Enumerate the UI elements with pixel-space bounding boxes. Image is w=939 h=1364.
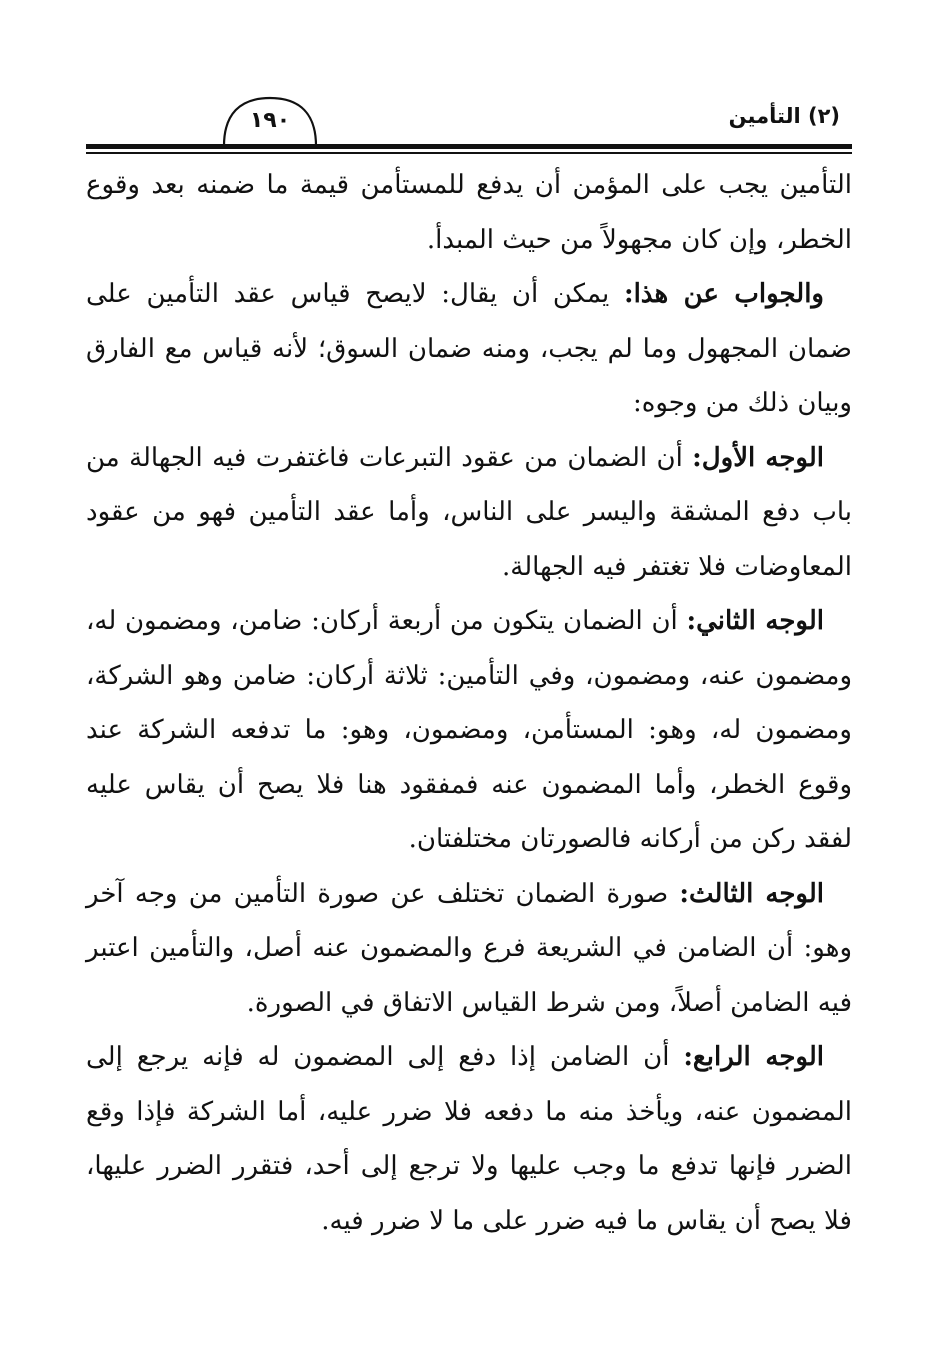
header-rule-thick <box>86 144 852 149</box>
body-text <box>86 158 852 1248</box>
paragraph-2 <box>86 267 852 431</box>
paragraph-1 <box>86 158 852 267</box>
paragraph-6 <box>86 1030 852 1248</box>
paragraph-6-text: أن الضامن إذا دفع إلى المضمون له فإنه يرجع إلى المضمون عنه، ويأخذ منه ما دفعه فلا ضرر عليه، أما الشركة فإذا وقع الضرر فإنها تدفع ما وجب عليها ولا ترجع إلى أحد، فتقرر الضرر عليها، فلا يصح أن يقاس ما فيه ضرر على ما لا ضرر فيه. <box>86 1042 852 1236</box>
running-title: (٢) التأمين <box>728 104 840 128</box>
page-number: ١٩٠ <box>249 108 291 133</box>
page-number-badge <box>220 94 320 144</box>
paragraph-3 <box>86 431 852 595</box>
paragraph-5-text: صورة الضمان تختلف عن صورة التأمين من وجه آخر وهو: أن الضامن في الشريعة فرع والمضمون عنه أصل، والتأمين اعتبر فيه الضامن أصلاً، ومن شرط القياس الاتفاق في الصورة. <box>86 878 852 1018</box>
paragraph-5 <box>86 867 852 1031</box>
page-header <box>86 92 852 152</box>
paragraph-1-text: التأمين يجب على المؤمن أن يدفع للمستأمن قيمة ما ضمنه بعد وقوع الخطر، وإن كان مجهولاً من حيث المبدأ. <box>86 170 852 255</box>
paragraph-3-text: أن الضمان من عقود التبرعات فاغتفرت فيه الجهالة من باب دفع المشقة واليسر على الناس، وأما عقد التأمين فهو من عقود المعاوضات فلا تغتفر فيه الجهالة. <box>86 442 852 582</box>
paragraph-5-lead: الوجه الثالث: <box>679 878 825 909</box>
paragraph-2-text: يمكن أن يقال: لايصح قياس عقد التأمين على ضمان المجهول وما لم يجب، ومنه ضمان السوق؛ لأنه قياس مع الفارق وبيان ذلك من وجوه: <box>86 279 852 418</box>
paragraph-4-lead: الوجه الثاني: <box>686 606 824 636</box>
paragraph-3-lead: الوجه الأول: <box>692 442 824 473</box>
header-rule-thin <box>86 152 852 154</box>
paragraph-4-text: أن الضمان يتكون من أربعة أركان: ضامن، ومضمون له، ومضمون عنه، ومضمون، وفي التأمين: ثلاثة أركان: ضامن وهو الشركة، ومضمون له، وهو: المستأمن، ومضمون، وهو: ما تدفعه الشركة عند وقوع الخطر، وأما المضمون عنه فمفقود هنا فلا يصح أن يقاس عليه لفقد ركن من أركانه فالصورتان مختلفتان. <box>86 606 852 854</box>
paragraph-2-lead: والجواب عن هذا: <box>623 279 824 309</box>
paragraph-4 <box>86 594 852 867</box>
paragraph-6-lead: الوجه الرابع: <box>683 1042 824 1072</box>
